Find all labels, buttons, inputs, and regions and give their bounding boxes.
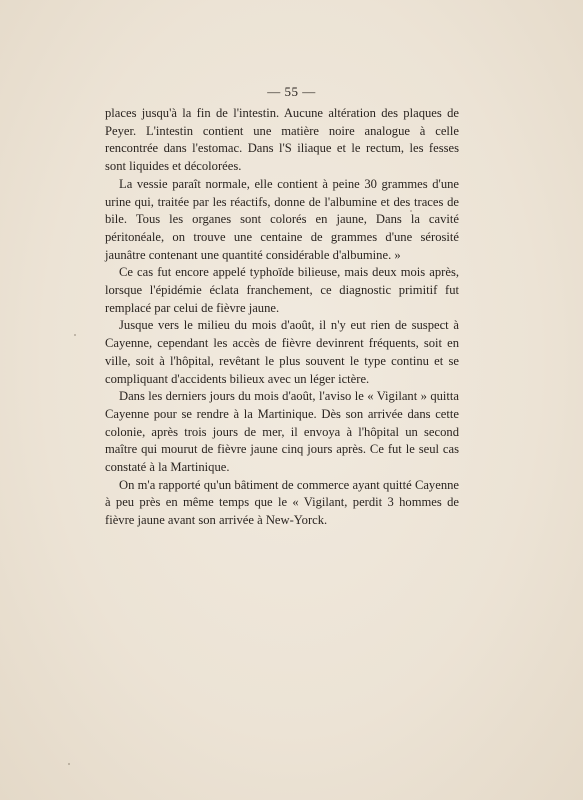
paper-speck: [410, 210, 412, 212]
paragraph-1: places jusqu'à la fin de l'intestin. Aucune altération des plaques de Peyer. L'intestin contient une matière noire analogue à celle rencontrée dans l'estomac. Dans l'S iliaque et le rectum, les fesses sont liquides et décolorées.: [105, 106, 459, 174]
page-number: — 55 —: [267, 84, 316, 99]
paragraph-4: Jusque vers le milieu du mois d'août, il n'y eut rien de suspect à Cayenne, cependant les accès de fièvre devinrent fréquents, soit en ville, soit à l'hôpital, revêtant le plus souvent le type continu et se compliquant d'accidents bilieux avec un léger ictère.: [105, 318, 459, 386]
paragraph-3: Ce cas fut encore appelé typhoïde bilieuse, mais deux mois après, lorsque l'épidémie éclata franchement, ce diagnostic primitif fut remplacé par celui de fièvre jaune.: [105, 265, 459, 315]
paper-speck: [74, 334, 76, 336]
paragraph-6: On m'a rapporté qu'un bâtiment de commerce ayant quitté Cayenne à peu près en même temps que le « Vigilant, perdit 3 hommes de fièvre jaune avant son arrivée à New-Yorck.: [105, 477, 459, 528]
body-text: [105, 105, 459, 530]
paragraph-2: La vessie paraît normale, elle contient à peine 30 grammes d'une urine qui, traitée par les réactifs, donne de l'albumine et des traces de bile. Tous les organes sont colorés en jaune, Dans la cavité péritonéale, on trouve une centaine de grammes d'une sérosité jaunâtre contenant une quantité considérable d'albumine. »: [105, 176, 459, 262]
paper-speck: [68, 763, 70, 765]
paragraph-5: Dans les derniers jours du mois d'août, l'aviso le « Vigilant » quitta Cayenne pour se rendre à la Martinique. Dès son arrivée dans cette colonie, après trois jours de mer, il envoya à l'hôpital un second maître qui mourut de fièvre jaune cinq jours après. Ce fut le seul cas constaté à la Martinique.: [105, 389, 459, 475]
